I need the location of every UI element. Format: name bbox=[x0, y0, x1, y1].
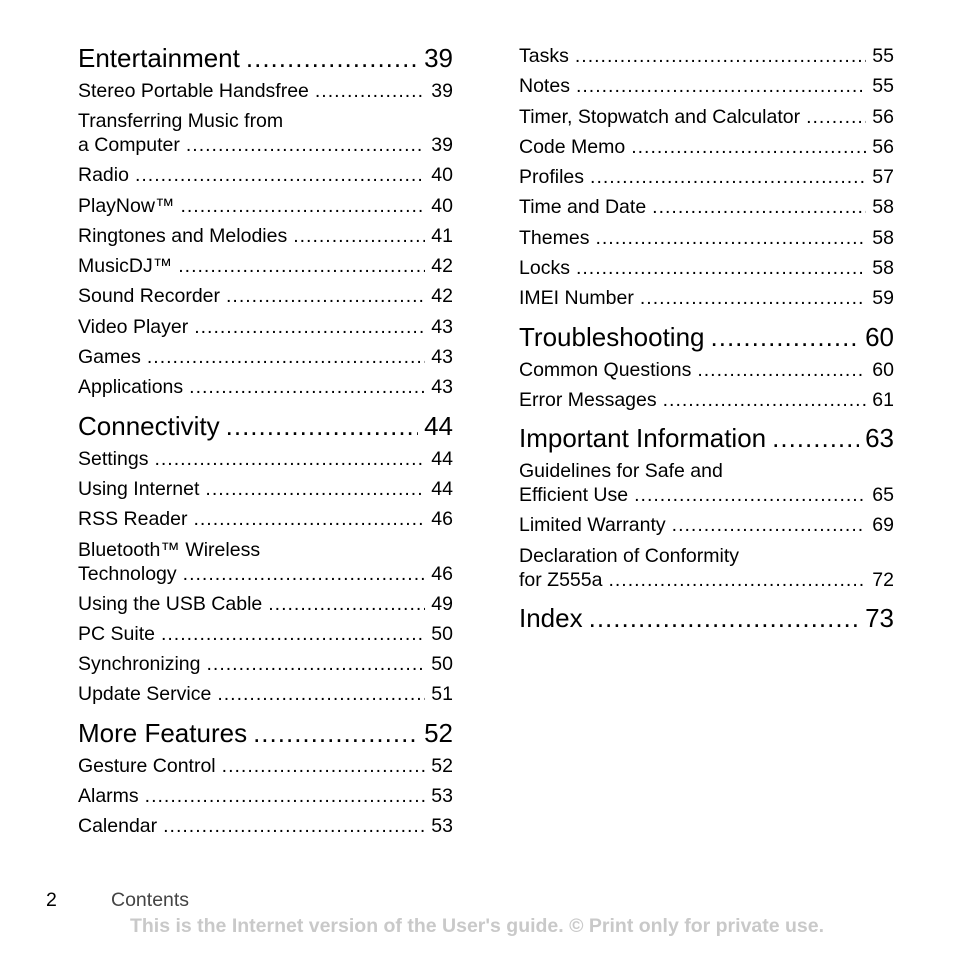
entry-page-number: 43 bbox=[431, 315, 453, 338]
entry-title: IMEI Number bbox=[519, 287, 634, 310]
entry-title: Games bbox=[78, 346, 141, 369]
entry-page-number: 49 bbox=[431, 592, 453, 615]
entry-page-number: 43 bbox=[431, 376, 453, 399]
dot-leader bbox=[154, 444, 425, 474]
entry-title: Using the USB Cable bbox=[78, 592, 263, 615]
toc-entry[interactable] bbox=[519, 102, 894, 132]
section-title: More Features bbox=[78, 717, 248, 748]
entry-title: Gesture Control bbox=[78, 754, 216, 777]
section-title: Important Information bbox=[519, 423, 767, 454]
dot-leader bbox=[147, 342, 425, 372]
entry-page-number: 55 bbox=[872, 75, 894, 98]
entry-title: Sound Recorder bbox=[78, 285, 221, 308]
entry-title: Ringtones and Melodies bbox=[78, 224, 288, 247]
dot-leader bbox=[640, 283, 866, 313]
entry-title: a Computer bbox=[78, 134, 180, 157]
dot-leader bbox=[634, 483, 866, 507]
dot-leader bbox=[217, 679, 425, 709]
dot-leader bbox=[589, 601, 859, 635]
toc-entry[interactable] bbox=[78, 342, 453, 372]
entry-title: Error Messages bbox=[519, 388, 657, 411]
entry-page-number: 56 bbox=[872, 105, 894, 128]
footer-internet-notice: This is the Internet version of the User's guide. © Print only for private use. bbox=[129, 915, 825, 937]
dot-leader bbox=[180, 191, 425, 221]
dot-leader bbox=[576, 253, 866, 283]
dot-leader bbox=[194, 312, 425, 342]
entry-page-number: 39 bbox=[431, 80, 453, 102]
entry-page-number: 72 bbox=[872, 568, 894, 591]
toc-entry[interactable] bbox=[78, 312, 453, 342]
dot-leader bbox=[163, 811, 425, 841]
entry-title: Alarms bbox=[78, 785, 139, 808]
dot-leader bbox=[575, 41, 866, 71]
toc-entry[interactable] bbox=[519, 541, 894, 595]
entry-title-line1: Declaration of Conformity bbox=[519, 544, 740, 567]
entry-page-number: 53 bbox=[431, 785, 453, 808]
entry-title: Update Service bbox=[78, 683, 212, 706]
footer-page-number: 2 bbox=[46, 889, 57, 911]
dot-leader bbox=[268, 589, 425, 619]
toc-section-heading[interactable] bbox=[78, 409, 453, 443]
toc-entry[interactable] bbox=[78, 281, 453, 311]
entry-page-number: 39 bbox=[431, 134, 453, 157]
entry-title: Technology bbox=[78, 562, 177, 585]
section-page-number: 60 bbox=[865, 321, 894, 352]
dot-leader bbox=[205, 474, 425, 504]
entry-page-number: 42 bbox=[431, 285, 453, 308]
entry-page-number: 50 bbox=[431, 653, 453, 676]
dot-leader bbox=[806, 102, 866, 132]
toc-entry[interactable] bbox=[78, 535, 453, 589]
entry-title: Settings bbox=[78, 447, 149, 470]
section-page-number: 63 bbox=[865, 423, 894, 454]
dot-leader bbox=[595, 223, 866, 253]
toc-section-heading[interactable] bbox=[519, 421, 894, 455]
entry-title: Time and Date bbox=[519, 196, 647, 219]
entry-page-number: 58 bbox=[872, 226, 894, 249]
dot-leader bbox=[246, 41, 418, 75]
toc-entry[interactable] bbox=[78, 619, 453, 649]
dot-leader bbox=[135, 160, 425, 190]
toc-entry[interactable] bbox=[519, 71, 894, 101]
entry-page-number: 58 bbox=[872, 196, 894, 219]
entry-page-number: 50 bbox=[431, 622, 453, 645]
entry-page-number: 46 bbox=[431, 562, 453, 585]
toc-entry[interactable] bbox=[78, 781, 453, 811]
toc-entry[interactable] bbox=[78, 251, 453, 281]
toc-entry[interactable] bbox=[519, 162, 894, 192]
entry-title: Limited Warranty bbox=[519, 514, 666, 537]
entry-page-number: 60 bbox=[872, 358, 894, 381]
section-title: Troubleshooting bbox=[519, 321, 705, 352]
entry-page-number: 42 bbox=[431, 255, 453, 278]
toc-entry[interactable] bbox=[78, 221, 453, 251]
toc-entry[interactable] bbox=[78, 649, 453, 679]
dot-leader bbox=[772, 421, 859, 455]
entry-title: Synchronizing bbox=[78, 653, 201, 676]
section-page-number: 52 bbox=[424, 717, 453, 748]
entry-page-number: 41 bbox=[431, 224, 453, 247]
entry-title: Using Internet bbox=[78, 477, 200, 500]
section-title: Connectivity bbox=[78, 410, 220, 441]
entry-title: Themes bbox=[519, 226, 590, 249]
dot-leader bbox=[652, 192, 866, 222]
entry-page-number: 53 bbox=[431, 815, 453, 838]
dot-leader bbox=[697, 355, 866, 385]
dot-leader bbox=[631, 132, 866, 162]
entry-title: Applications bbox=[78, 376, 184, 399]
entry-page-number: 56 bbox=[872, 135, 894, 158]
entry-page-number: 44 bbox=[431, 477, 453, 500]
toc-entry[interactable] bbox=[78, 191, 453, 221]
dot-leader bbox=[206, 649, 425, 679]
entry-page-number: 55 bbox=[872, 45, 894, 67]
entry-title: for Z555a bbox=[519, 568, 603, 591]
dot-leader bbox=[672, 510, 867, 540]
entry-title: Stereo Portable Handsfree bbox=[78, 80, 309, 102]
entry-title: Timer, Stopwatch and Calculator bbox=[519, 105, 801, 128]
toc-entry[interactable] bbox=[78, 444, 453, 474]
entry-page-number: 65 bbox=[872, 484, 894, 507]
entry-title-line1: Transferring Music from bbox=[78, 110, 284, 133]
entry-title: Video Player bbox=[78, 315, 189, 338]
toc-entry[interactable] bbox=[78, 504, 453, 534]
entry-page-number: 44 bbox=[431, 447, 453, 470]
section-page-number: 73 bbox=[865, 602, 894, 633]
dot-leader bbox=[590, 162, 866, 192]
entry-title: PC Suite bbox=[78, 622, 155, 645]
section-page-number: 44 bbox=[424, 410, 453, 441]
entry-title: Notes bbox=[519, 75, 570, 98]
dot-leader bbox=[576, 71, 866, 101]
entry-page-number: 57 bbox=[872, 166, 894, 189]
toc-entry[interactable] bbox=[519, 223, 894, 253]
toc-entry[interactable] bbox=[519, 192, 894, 222]
dot-leader bbox=[161, 619, 425, 649]
dot-leader bbox=[293, 221, 425, 251]
dot-leader bbox=[145, 781, 426, 811]
entry-page-number: 61 bbox=[872, 388, 894, 411]
toc-entry[interactable] bbox=[78, 160, 453, 190]
entry-title-line1: Bluetooth™ Wireless bbox=[78, 538, 261, 561]
dot-leader bbox=[315, 76, 425, 106]
entry-page-number: 59 bbox=[872, 287, 894, 310]
footer-section-name: Contents bbox=[111, 889, 190, 911]
toc-entry[interactable] bbox=[78, 679, 453, 709]
dot-leader bbox=[226, 281, 425, 311]
dot-leader bbox=[663, 385, 867, 415]
entry-page-number: 40 bbox=[431, 164, 453, 187]
toc-entry[interactable] bbox=[78, 76, 453, 106]
toc-left-column bbox=[78, 41, 453, 842]
dot-leader bbox=[222, 751, 426, 781]
dot-leader bbox=[189, 372, 425, 402]
section-title: Index bbox=[519, 602, 583, 633]
entry-title: RSS Reader bbox=[78, 508, 188, 531]
entry-title: MusicDJ™ bbox=[78, 255, 173, 278]
toc-section-heading[interactable] bbox=[519, 601, 894, 635]
toc-entry[interactable] bbox=[519, 132, 894, 162]
dot-leader bbox=[186, 133, 425, 157]
dot-leader bbox=[608, 568, 866, 592]
entry-title: Profiles bbox=[519, 166, 585, 189]
entry-title: Radio bbox=[78, 164, 129, 187]
toc-entry[interactable] bbox=[519, 510, 894, 540]
section-title: Entertainment bbox=[78, 43, 240, 73]
entry-page-number: 69 bbox=[872, 514, 894, 537]
entry-page-number: 51 bbox=[431, 683, 453, 706]
dot-leader bbox=[183, 562, 426, 586]
toc-entry[interactable] bbox=[78, 811, 453, 841]
toc-entry[interactable] bbox=[78, 106, 453, 160]
toc-entry[interactable] bbox=[78, 751, 453, 781]
toc-right-column bbox=[519, 41, 894, 636]
entry-title: Calendar bbox=[78, 815, 158, 838]
entry-page-number: 43 bbox=[431, 346, 453, 369]
entry-title: Common Questions bbox=[519, 358, 692, 381]
toc-entry[interactable] bbox=[519, 283, 894, 313]
toc-entry[interactable] bbox=[519, 355, 894, 385]
entry-page-number: 46 bbox=[431, 508, 453, 531]
entry-page-number: 40 bbox=[431, 194, 453, 217]
entry-title-line1: Guidelines for Safe and bbox=[519, 460, 723, 483]
section-page-number: 39 bbox=[424, 43, 453, 73]
toc-section-heading[interactable] bbox=[78, 716, 453, 750]
entry-title: Code Memo bbox=[519, 135, 626, 158]
toc-entry[interactable] bbox=[78, 372, 453, 402]
toc-entry[interactable] bbox=[519, 41, 894, 71]
entry-page-number: 58 bbox=[872, 257, 894, 280]
toc-entry[interactable] bbox=[519, 456, 894, 510]
toc-entry[interactable] bbox=[78, 589, 453, 619]
dot-leader bbox=[711, 320, 860, 354]
dot-leader bbox=[253, 716, 418, 750]
toc-section-heading[interactable] bbox=[78, 41, 453, 75]
entry-title: Efficient Use bbox=[519, 484, 629, 507]
toc-section-heading[interactable] bbox=[519, 320, 894, 354]
entry-title: Tasks bbox=[519, 45, 569, 67]
dot-leader bbox=[178, 251, 425, 281]
toc-entry[interactable] bbox=[519, 253, 894, 283]
toc-entry[interactable] bbox=[519, 385, 894, 415]
entry-title: PlayNow™ bbox=[78, 194, 175, 217]
dot-leader bbox=[193, 504, 425, 534]
dot-leader bbox=[226, 409, 418, 443]
entry-page-number: 52 bbox=[431, 754, 453, 777]
toc-entry[interactable] bbox=[78, 474, 453, 504]
entry-title: Locks bbox=[519, 257, 570, 280]
